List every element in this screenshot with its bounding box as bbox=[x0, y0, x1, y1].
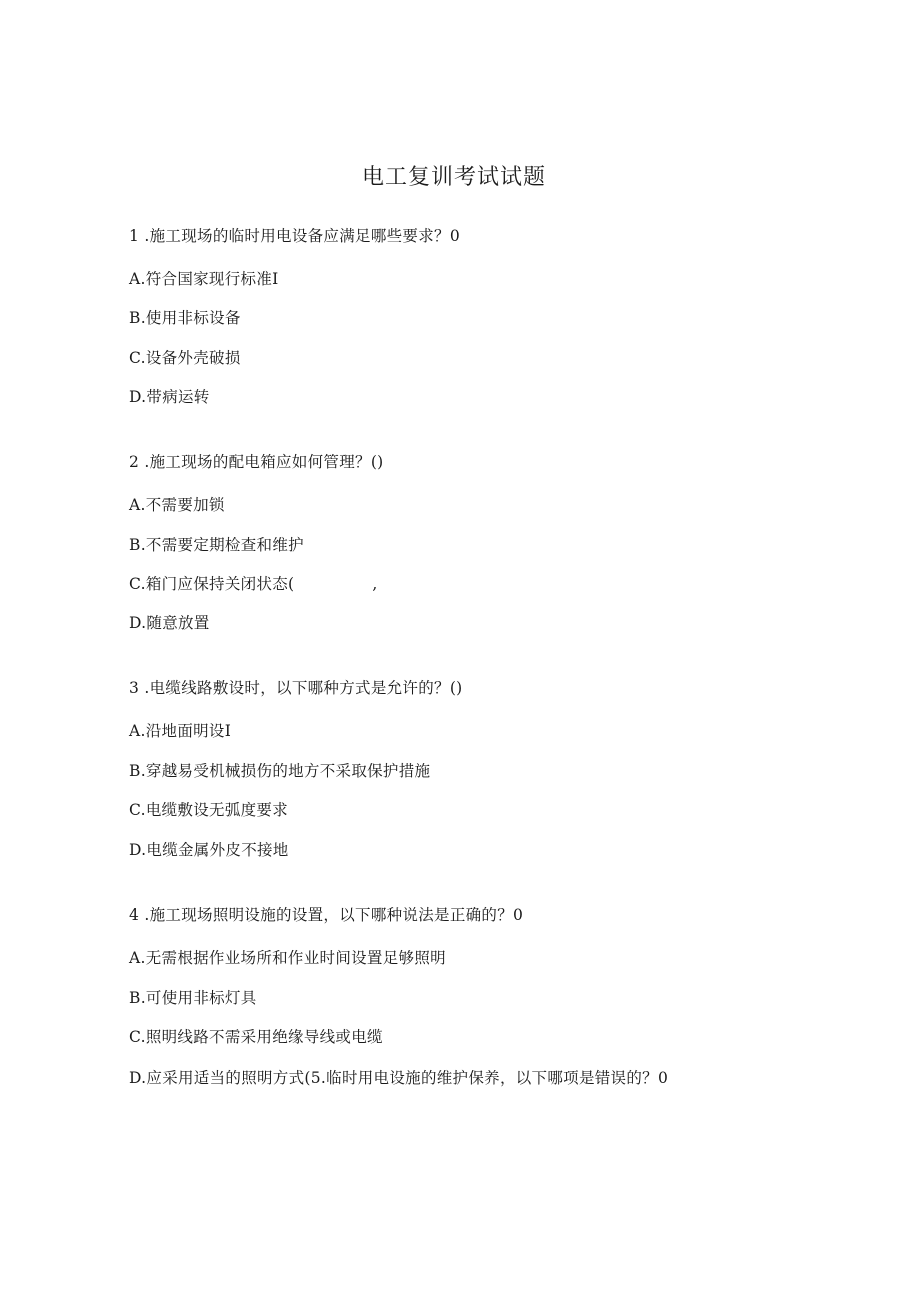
question-3-stem: 3 .电缆线路敷设时，以下哪种方式是允许的？() bbox=[129, 679, 463, 697]
question-3-option-a: A.沿地面明设I bbox=[129, 722, 232, 740]
question-2-option-d: D.随意放置 bbox=[129, 614, 210, 632]
question-4-option-d: D.应采用适当的照明方式(5.临时用电设施的维护保养，以下哪项是错误的？0 bbox=[129, 1069, 669, 1087]
question-3-option-d: D.电缆金属外皮不接地 bbox=[129, 841, 289, 859]
question-4-option-a: A.无需根据作业场所和作业时间设置足够照明 bbox=[129, 949, 446, 967]
question-1-option-b: B.使用非标设备 bbox=[129, 309, 241, 327]
question-2-option-c-text: C.箱门应保持关闭状态( bbox=[129, 575, 295, 593]
question-2-option-c-tail: , bbox=[372, 575, 378, 593]
question-1-option-c: C.设备外壳破损 bbox=[129, 349, 241, 367]
question-1-option-d: D.带病运转 bbox=[129, 388, 210, 406]
question-4-stem: 4 .施工现场照明设施的设置，以下哪种说法是正确的？0 bbox=[129, 906, 524, 924]
question-4-option-b: B.可使用非标灯具 bbox=[129, 989, 257, 1007]
question-3-option-c: C.电缆敷设无弧度要求 bbox=[129, 801, 289, 819]
page-title: 电工复训考试试题 bbox=[361, 165, 546, 190]
question-2-stem: 2 .施工现场的配电箱应如何管理？() bbox=[129, 453, 384, 471]
question-1-option-a: A.符合国家现行标准I bbox=[129, 270, 279, 288]
question-2-option-c bbox=[129, 574, 378, 594]
question-3-option-b: B.穿越易受机械损伤的地方不采取保护措施 bbox=[129, 762, 431, 780]
question-2-option-b: B.不需要定期检查和维护 bbox=[129, 536, 304, 554]
question-2-option-a: A.不需要加锁 bbox=[129, 496, 225, 514]
question-4-option-c: C.照明线路不需采用绝缘导线或电缆 bbox=[129, 1028, 383, 1046]
question-1-stem: 1 .施工现场的临时用电设备应满足哪些要求？0 bbox=[129, 227, 460, 245]
